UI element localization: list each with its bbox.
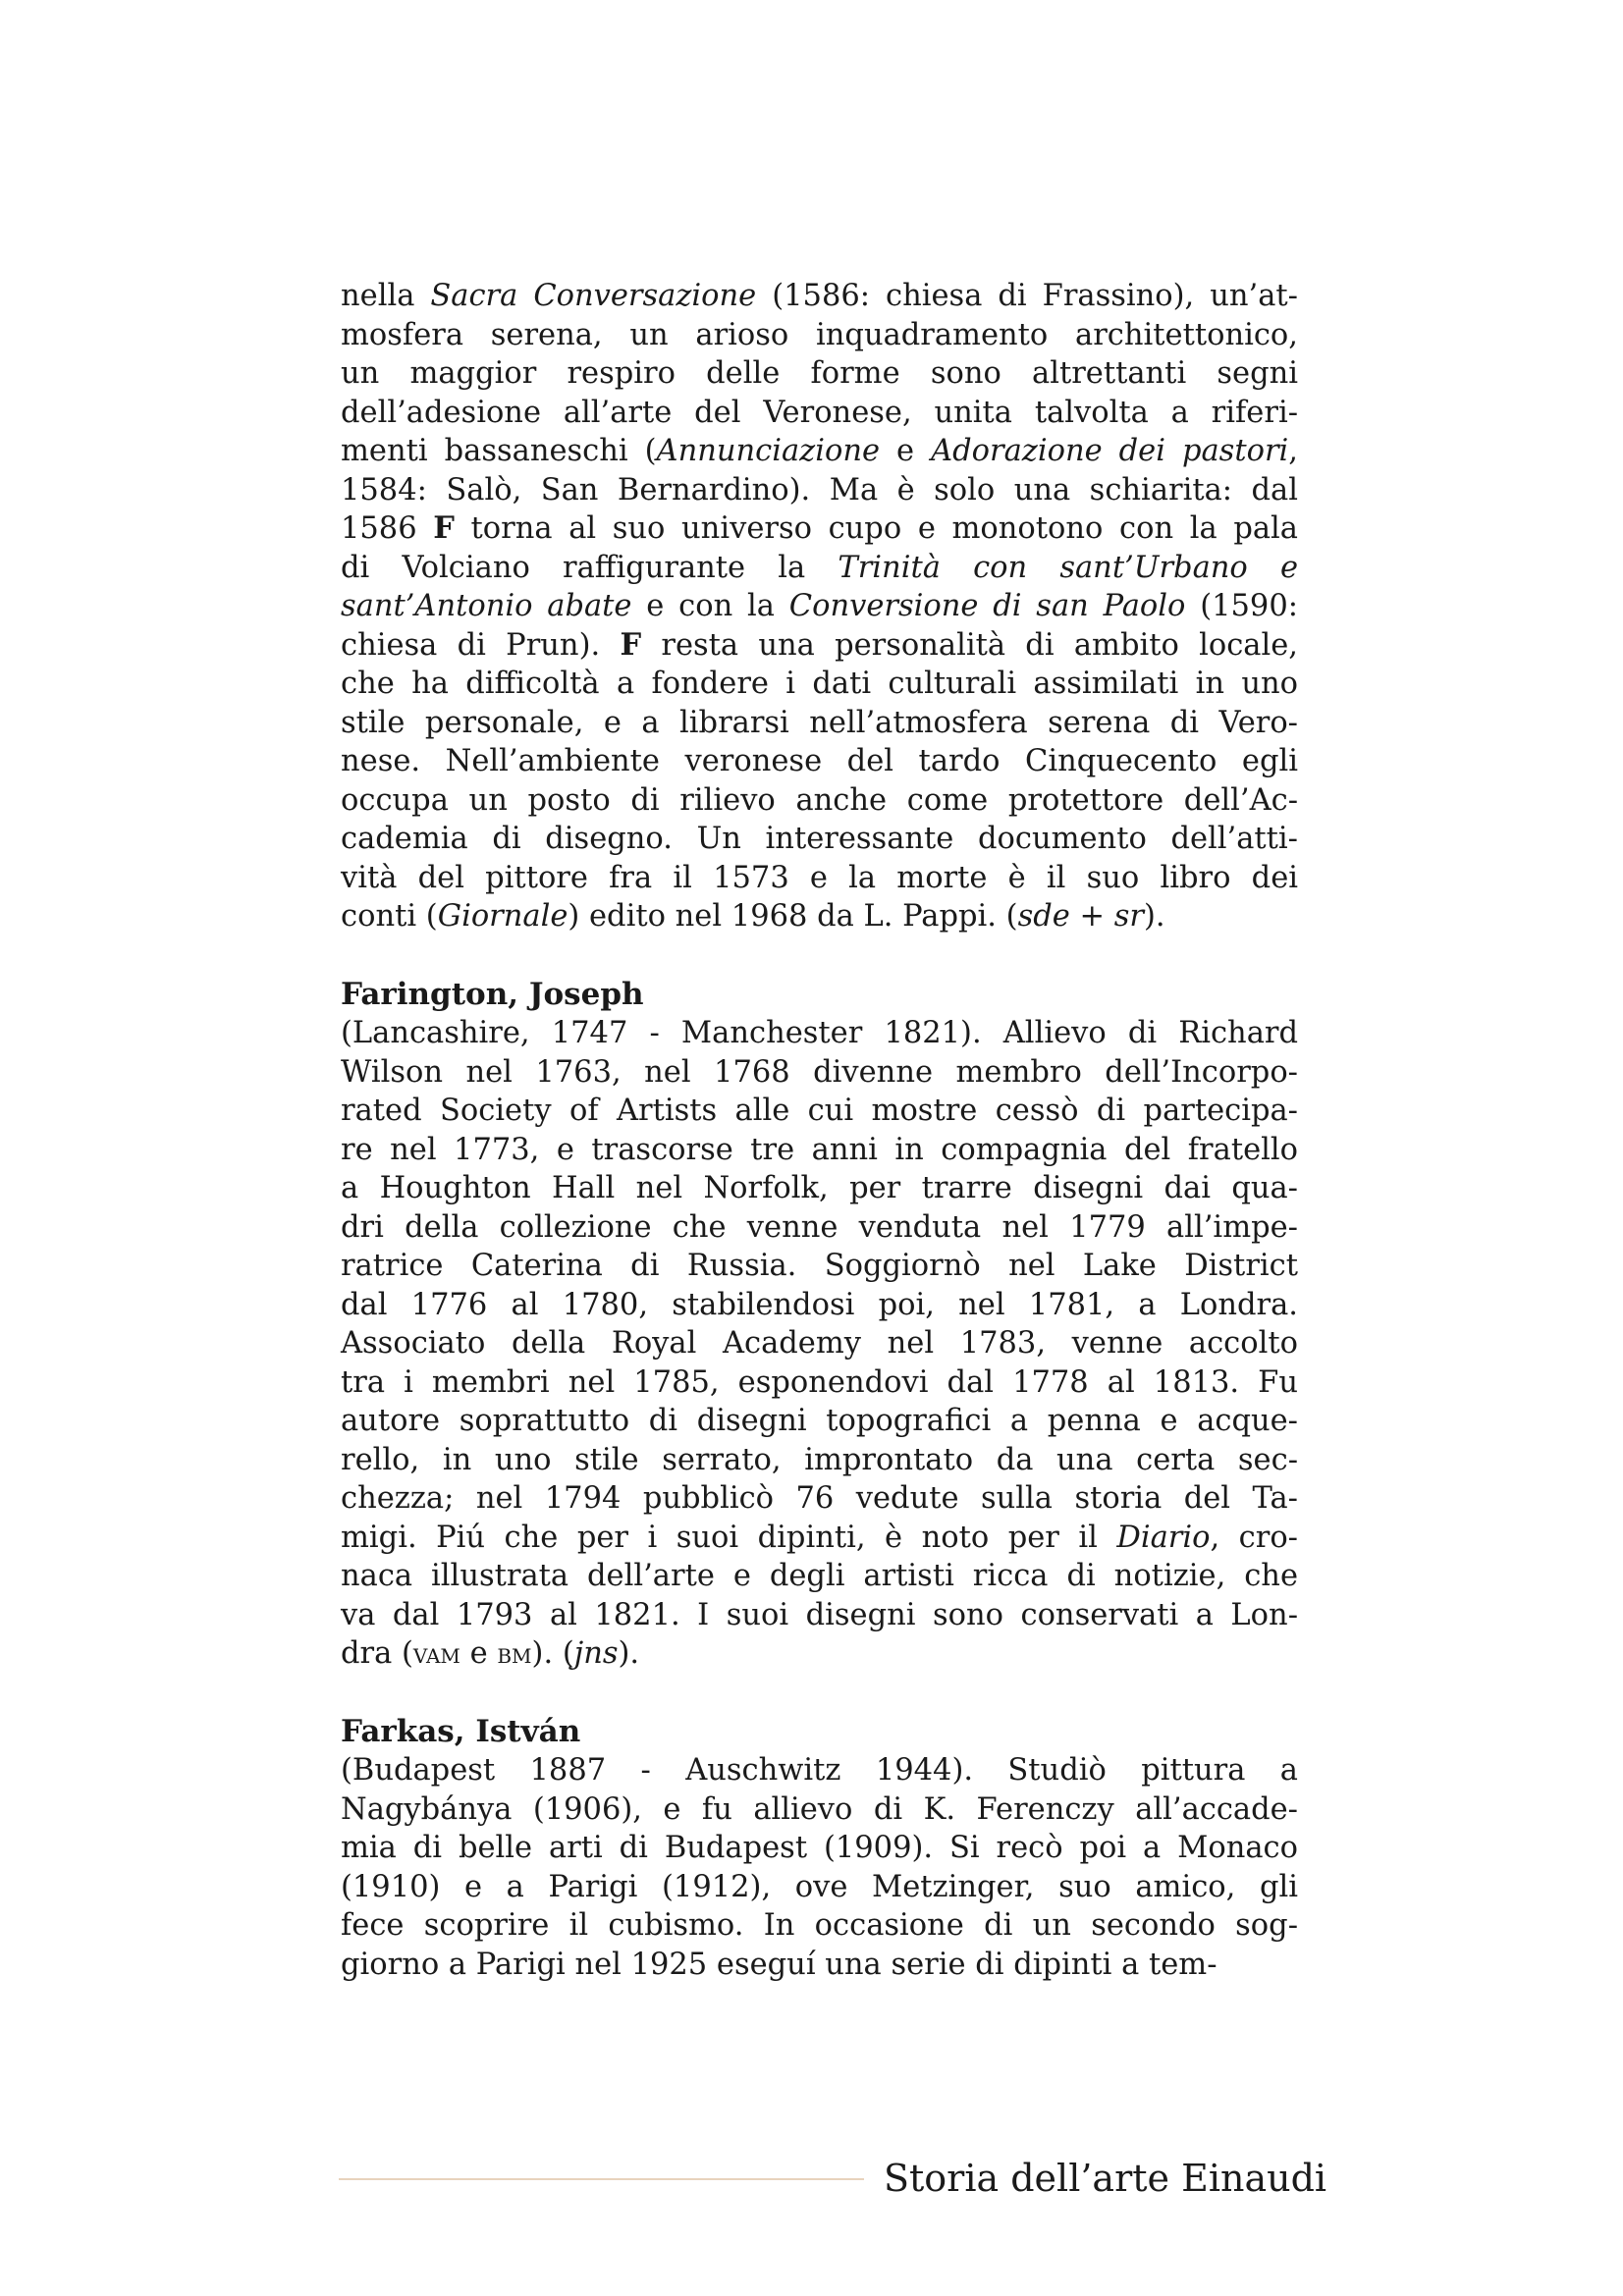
text-run: , [1288,434,1298,468]
bold-abbrev: F [433,510,455,546]
italic-title: sant’Antonio abate [341,589,632,623]
text-run: (1910) e a Parigi (1912), ove Metzinger, suo amico, gli [341,1869,1298,1904]
text-run: e con la [631,589,789,623]
italic-title: Conversione di san Paolo [788,589,1186,623]
entry-heading: Farington, Joseph [341,976,644,1012]
text-line [341,1131,1298,1170]
text-run: rello, in uno stile serrato, improntato da una certa sec- [341,1442,1298,1477]
small-caps-abbrev: bm [497,1637,532,1670]
text-line [341,820,1298,859]
text-line [341,1363,1298,1403]
text-line [341,394,1298,433]
text-line [341,1208,1298,1248]
text-line [341,1479,1298,1519]
text-line [341,1441,1298,1480]
text-run: nella [341,279,431,313]
text-run: 1584: Salò, San Bernardino). Ma è solo una schiarita: dal [341,472,1298,507]
text-line [341,1868,1298,1907]
text-line [341,432,1298,471]
text-run: dra ( [341,1636,413,1671]
text-run: stile personale, e a librarsi nell’atmosfera serena di Vero- [341,705,1298,740]
text-run: chezza; nel 1794 pubblicò 76 vedute sulla storia del Ta- [341,1481,1298,1516]
page-body [341,277,1298,1984]
text-run: ) edito nel 1968 da L. Pappi. ( [568,899,1018,934]
text-run: torna al suo universo cupo e monotono con la pala [454,511,1298,546]
text-line [341,897,1298,936]
text-run: ). ( [531,1636,574,1671]
text-run: vità del pittore fra il 1573 e la morte è il suo libro dei [341,860,1298,895]
italic-title: Adorazione dei pastori [931,434,1289,468]
small-caps-abbrev: vam [412,1637,460,1670]
text-run: (1586: chiesa di Frassino), un’at- [756,279,1298,313]
text-run: va dal 1793 al 1821. I suoi disegni sono conservati a Lon- [341,1597,1298,1632]
text-line [341,1906,1298,1946]
text-run: ratrice Caterina di Russia. Soggiornò nel Lake District [341,1249,1298,1283]
text-line [341,1092,1298,1131]
text-line [341,1014,1298,1053]
text-line [341,277,1298,316]
text-run: dal 1776 al 1780, stabilendosi poi, nel 1781, a Londra. [341,1287,1298,1322]
text-line [341,665,1298,704]
italic-title: Annunciazione [656,434,881,468]
text-run: a Houghton Hall nel Norfolk, per trarre disegni dai qua- [341,1171,1298,1205]
text-run: ). [618,1636,640,1671]
text-line [341,781,1298,821]
text-run: (Lancashire, 1747 - Manchester 1821). Allievo di Richard [341,1016,1298,1050]
text-run: chiesa di Prun). [341,627,621,663]
text-run: menti bassaneschi ( [341,434,657,468]
text-line [341,1596,1298,1635]
text-run: che ha difficoltà a fondere i dati culturali assimilati in uno [341,667,1298,701]
text-run: autore soprattutto di disegni topografici a penna e acque- [341,1404,1298,1438]
text-line [341,742,1298,781]
dictionary-entry [341,936,1298,1674]
text-run: Associato della Royal Academy nel 1783, venne accolto [341,1326,1298,1361]
text-line [341,1519,1298,1558]
text-line [341,1751,1298,1790]
footer-title: Storia dell’arte Einaudi [884,2157,1327,2200]
text-run: cademia di disegno. Un interessante documento dell’atti- [341,822,1298,856]
text-line [341,1286,1298,1325]
text-run: naca illustrata dell’arte e degli artisti ricca di notizie, che [341,1559,1298,1593]
text-line [341,354,1298,394]
dictionary-entry [341,277,1298,936]
text-line [341,1634,1298,1674]
italic-title: sde + sr [1017,899,1144,934]
italic-title: Sacra Conversazione [430,279,757,313]
text-run: conti ( [341,899,438,934]
text-run: resta una personalità di ambito locale, [641,627,1298,663]
text-line [341,1829,1298,1868]
text-line [341,1053,1298,1093]
text-run: giorno a Parigi nel 1925 eseguí una serie di dipinti a tem- [341,1947,1217,1982]
text-run: nese. Nell’ambiente veronese del tardo Cinquecento egli [341,744,1298,778]
text-line [341,704,1298,743]
text-run: Nagybánya (1906), e fu allievo di K. Ferenczy all’accade- [341,1791,1298,1827]
text-line [341,1169,1298,1208]
italic-title: Diario [1116,1520,1211,1555]
text-line [341,549,1298,588]
text-line [341,471,1298,510]
text-run: , cro- [1210,1520,1298,1555]
text-line [341,509,1298,549]
text-run: re nel 1773, e trascorse tre anni in compagnia del fratello [341,1132,1298,1167]
footer-rule [339,2178,864,2180]
text-line [341,587,1298,626]
text-run: e [460,1636,498,1671]
text-run: mia di belle arti di Budapest (1909). Si recò poi a Monaco [341,1831,1298,1865]
text-line [341,1247,1298,1286]
text-run: (Budapest 1887 - Auschwitz 1944). Studiò pittura a [341,1753,1298,1788]
italic-title: jns [573,1636,619,1671]
text-run: mosfera serena, un arioso inquadramento architettonico, [341,317,1298,352]
text-run: Wilson nel 1763, nel 1768 divenne membro dell’Incorpo- [341,1054,1298,1090]
entry-spacer [341,936,1298,976]
dictionary-entry [341,1674,1298,1985]
text-run: tra i membri nel 1785, esponendovi dal 1778 al 1813. Fu [341,1364,1298,1400]
text-run: fece scoprire il cubismo. In occasione di un secondo sog- [341,1908,1298,1943]
text-run: un maggior respiro delle forme sono altrettanti segni [341,356,1298,391]
text-line [341,1324,1298,1363]
bold-abbrev: F [620,626,642,663]
text-run: dell’adesione all’arte del Veronese, unita talvolta a riferi- [341,395,1298,430]
text-run: ). [1143,899,1165,934]
text-line [341,1790,1298,1830]
text-run: migi. Piú che per i suoi dipinti, è noto per il [341,1520,1117,1555]
text-run: di Volciano raffigurante la [341,550,839,585]
text-run: occupa un posto di rilievo anche come protettore dell’Ac- [341,782,1298,818]
italic-title: Trinità con sant’Urbano e [838,550,1298,585]
text-run: rated Society of Artists alle cui mostre cessò di partecipa- [341,1094,1298,1128]
italic-title: Giornale [437,899,568,934]
entry-spacer [341,1674,1298,1713]
text-run: 1586 [341,511,434,546]
text-line [341,1402,1298,1441]
text-line [341,1557,1298,1596]
entry-heading: Farkas, István [341,1713,581,1749]
text-line [341,859,1298,898]
text-run: e [880,434,932,468]
text-line [341,1946,1298,1985]
text-run: dri della collezione che venne venduta nel 1779 all’impe- [341,1209,1298,1245]
text-run: (1590: [1185,589,1299,623]
text-line [341,316,1298,355]
text-line [341,626,1298,666]
